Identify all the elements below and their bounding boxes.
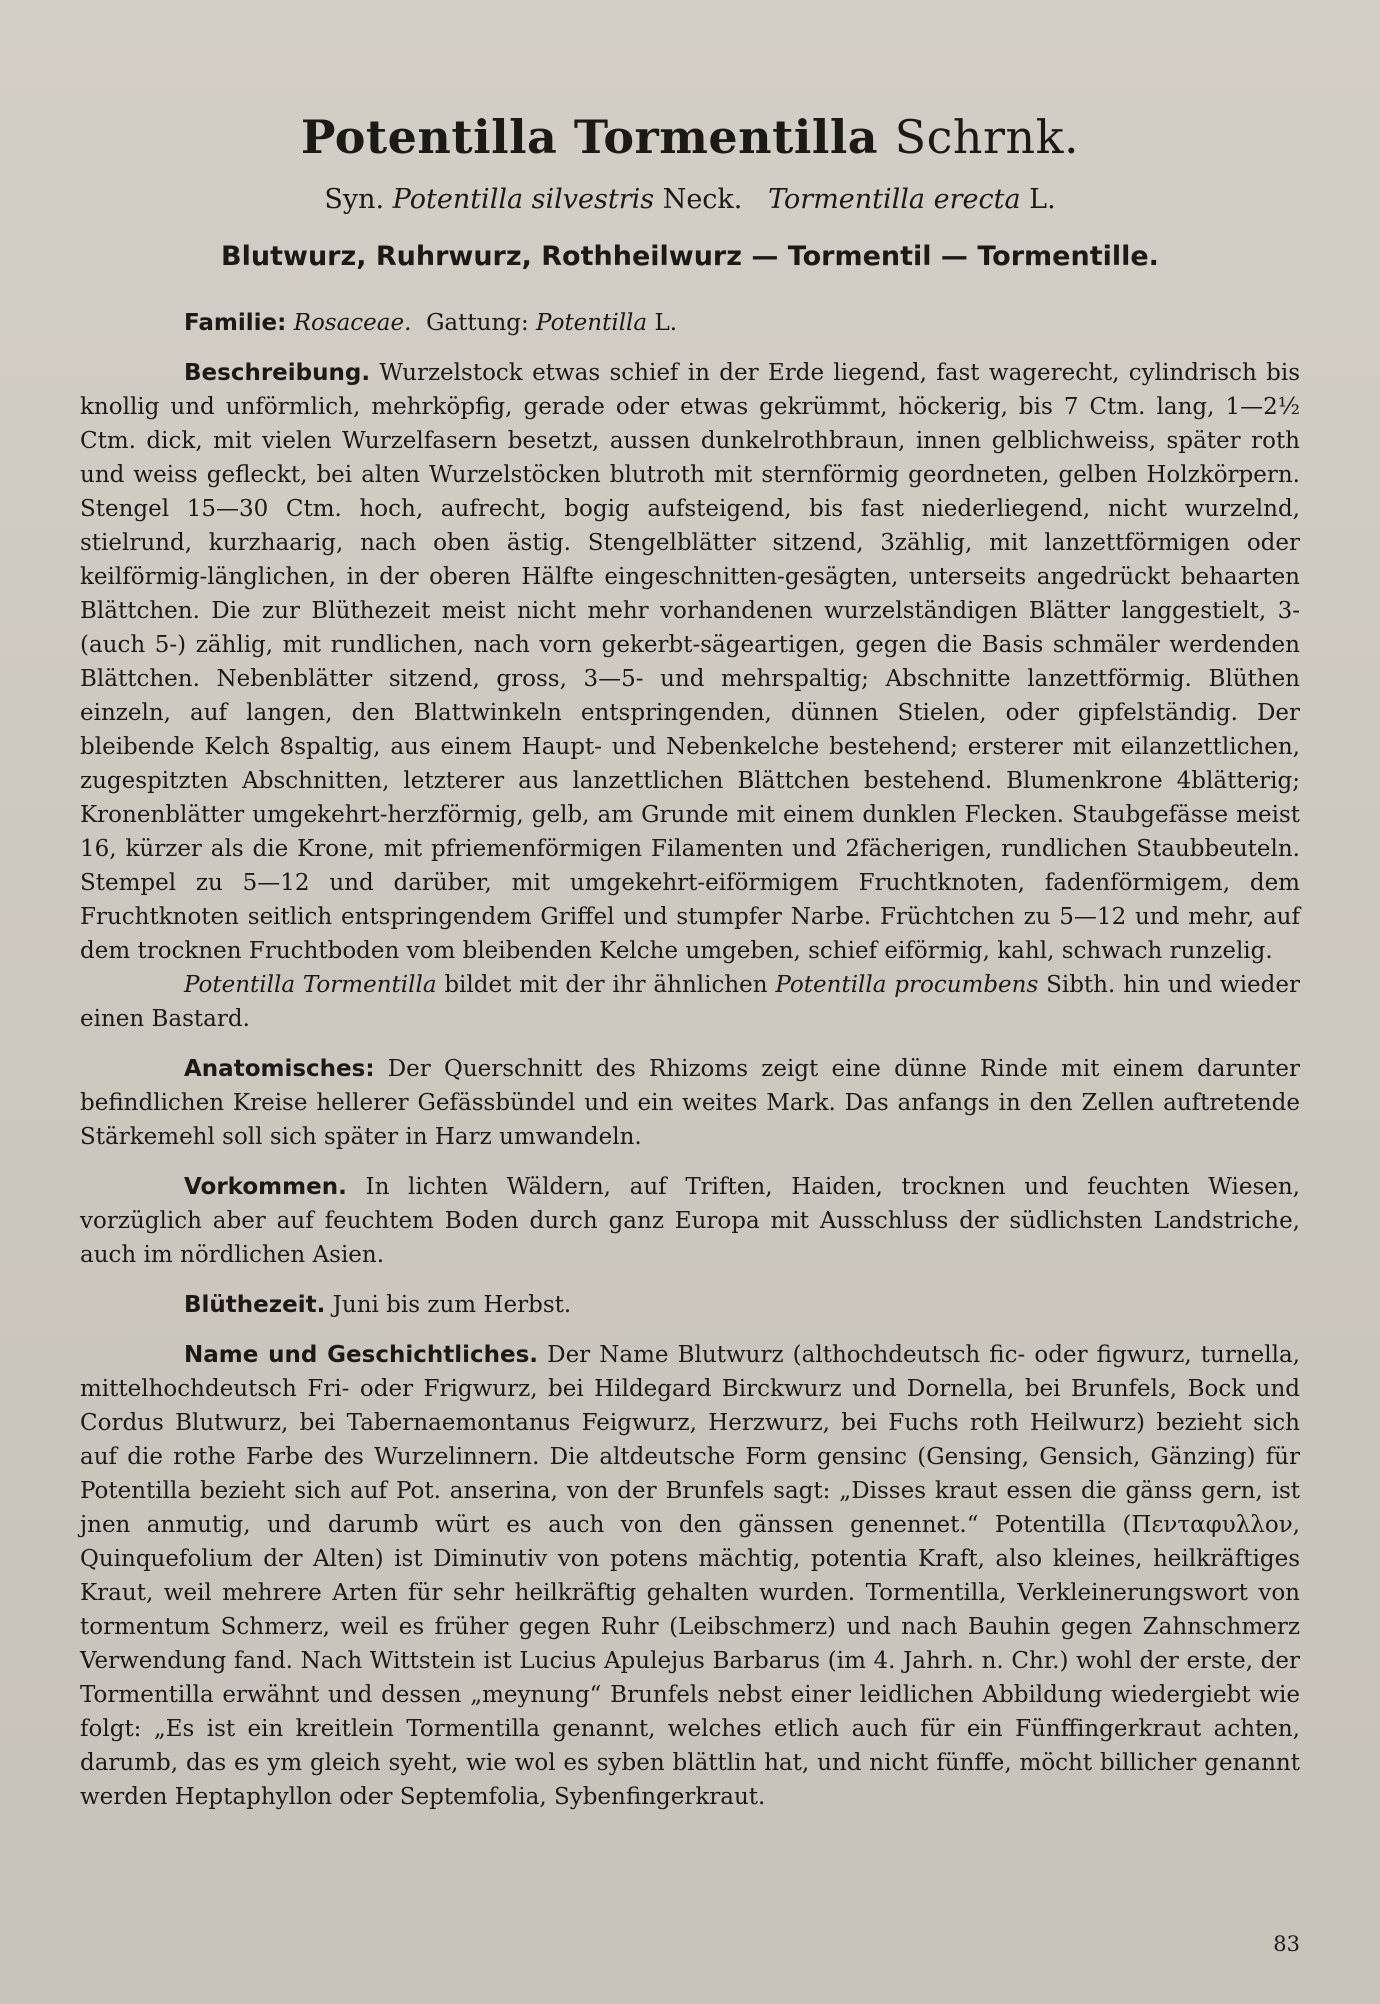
family-value: Rosaceae. (293, 310, 412, 336)
flowering-label: Blüthezeit. (184, 1292, 326, 1318)
page-number: 83 (1273, 1932, 1300, 1956)
anatomy-paragraph (80, 1052, 1300, 1154)
synonym-2-author: L. (1029, 184, 1056, 215)
history-paragraph (80, 1338, 1300, 1814)
synonym-1-author: Neck. (662, 184, 743, 215)
article-body (80, 306, 1300, 1814)
description-label: Beschreibung. (184, 360, 371, 386)
flowering-paragraph (80, 1288, 1300, 1322)
genus-author: L. (654, 310, 678, 336)
hybrid-mid: bildet mit der ihr ähnlichen (444, 972, 768, 998)
hybrid-paragraph (80, 968, 1300, 1036)
anatomy-label: Anatomisches: (184, 1056, 375, 1082)
history-label: Name und Geschichtliches. (184, 1342, 539, 1368)
family-line (80, 306, 1300, 340)
species-name: Potentilla Tormentilla (300, 110, 879, 164)
occurrence-label: Vorkommen. (184, 1174, 347, 1200)
description-paragraph (80, 356, 1300, 968)
anatomy-text: Der Querschnitt des Rhizoms zeigt eine dünne Rinde mit einem darunter befindlichen Kreise hellerer Gefässbündel und ein weites Mark. Das anfangs in den Zellen auftretende Stärkemehl soll sich später in Harz umwandeln. (80, 1056, 1300, 1150)
family-label: Familie: (184, 310, 287, 336)
history-text: Der Name Blutwurz (althochdeutsch fic- oder figwurz, turnella, mittelhochdeutsch Fri- oder Frigwurz, bei Hildegard Birckwurz und Dornella, bei Brunfels, Bock und Cordus Blutwurz, bei Tabernaemontanus Feigwurz, Herzwurz, bei Fuchs roth Heilwurz) bezieht sich auf die rothe Farbe des Wurzelinnern. Die altdeutsche Form gensinc (Gensing, Gensich, Gänzing) für Potentilla bezieht sich auf Pot. anserina, von der Brunfels sagt: „Disses kraut essen die gänss gern, ist jnen anmutig, und darumb würt es auch von den gänssen genennet.“ Potentilla (Πενταφυλλον, Quinquefolium der Alten) ist Diminutiv von potens mächtig, potentia Kraft, also kleines, heilkräftiges Kraut, weil mehrere Arten für sehr heilkräftig gehalten wurden. Tormentilla, Verkleinerungswort von tormentum Schmerz, weil es früher gegen Ruhr (Leibschmerz) und nach Bauhin gegen Zahnschmerz Verwendung fand. Nach Wittstein ist Lucius Apulejus Barbarus (im 4. Jahrh. n. Chr.) wohl der erste, der Tormentilla erwähnt und dessen „meynung“ Brunfels nebst einer leidlichen Abbildung wiedergiebt wie folgt: „Es ist ein kreitlein Tormentilla genannt, welches etlich auch für ein Fünffingerkraut achten, darumb, das es ym gleich syeht, wie wol es syben blättlin hat, und nicht fünffe, möcht billicher genannt werden Heptaphyllon oder Septemfolia, Sybenfingerkraut. (80, 1342, 1300, 1810)
synonym-1: Potentilla silvestris (392, 184, 655, 215)
synonym-2: Tormentilla erecta (768, 184, 1021, 215)
syn-prefix: Syn. (324, 184, 385, 215)
page-title (80, 110, 1300, 164)
hybrid-name-1: Potentilla Tormentilla (184, 972, 437, 998)
species-author: Schrnk. (894, 110, 1080, 164)
vernacular-names: Blutwurz, Ruhrwurz, Rothheilwurz — Tormentil — Tormentille. (221, 241, 1159, 272)
genus-value: Potentilla (536, 310, 648, 336)
description-text: Wurzelstock etwas schief in der Erde liegend, fast wagerecht, cylindrisch bis knollig und unförmlich, mehrköpfig, gerade oder etwas gekrümmt, höckerig, bis 7 Ctm. lang, 1—2½ Ctm. dick, mit vielen Wurzelfasern besetzt, aussen dunkelrothbraun, innen gelblichweiss, später roth und weiss gefleckt, bei alten Wurzelstöcken blutroth mit sternförmig geordneten, gelben Holzkörpern. Stengel 15—30 Ctm. hoch, aufrecht, bogig aufsteigend, bis fast niederliegend, nicht wurzelnd, stielrund, kurzhaarig, nach oben ästig. Stengelblätter sitzend, 3zählig, mit lanzettförmigen oder keilförmig-länglichen, in der oberen Hälfte eingeschnitten-gesägten, unterseits angedrückt behaarten Blättchen. Die zur Blüthezeit meist nicht mehr vorhandenen wurzelständigen Blätter langgestielt, 3- (auch 5-) zählig, mit rundlichen, nach vorn gekerbt-sägeartigen, gegen die Basis schmäler werdenden Blättchen. Nebenblätter sitzend, gross, 3—5- und mehrspaltig; Abschnitte lanzettförmig. Blüthen einzeln, auf langen, den Blattwinkeln entspringenden, dünnen Stielen, oder gipfelständig. Der bleibende Kelch 8spaltig, aus einem Haupt- und Nebenkelche bestehend; ersterer mit eilanzettlichen, zugespitzten Abschnitten, letzterer aus lanzettlichen Blättchen bestehend. Blumenkrone 4blätterig; Kronenblätter umgekehrt-herzförmig, gelb, am Grunde mit einem dunklen Flecken. Staubgefässe meist 16, kürzer als die Krone, mit pfriemenförmigen Filamenten und 2fächerigen, rundlichen Staubbeuteln. Stempel zu 5—12 und darüber, mit umgekehrt-eiförmigem Fruchtknoten, fadenförmigem, dem Fruchtknoten seitlich entspringendem Griffel und stumpfer Narbe. Früchtchen zu 5—12 und mehr, auf dem trocknen Fruchtboden vom bleibenden Kelche umgeben, schief eiförmig, kahl, schwach runzelig. (80, 360, 1300, 964)
hybrid-end: Sibth. hin und wieder einen Bastard. (80, 972, 1300, 1032)
hybrid-name-2: Potentilla procumbens (775, 972, 1039, 998)
flowering-text: Juni bis zum Herbst. (332, 1292, 572, 1318)
occurrence-paragraph (80, 1170, 1300, 1272)
occurrence-text: In lichten Wäldern, auf Triften, Haiden, trocknen und feuchten Wiesen, vorzüglich aber auf feuchtem Boden durch ganz Europa mit Ausschluss der südlichsten Landstriche, auch im nördlichen Asien. (80, 1174, 1300, 1268)
synonyms-line (80, 184, 1300, 215)
genus-label: Gattung: (426, 310, 529, 336)
